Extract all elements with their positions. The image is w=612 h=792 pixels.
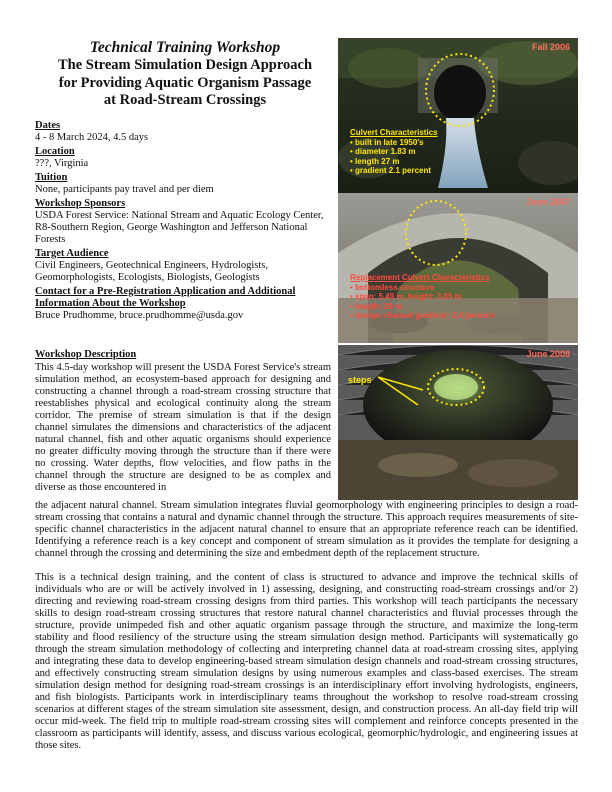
photo2-caption-item: • bottomless structure [350,282,435,292]
tuition-heading: Tuition [35,171,68,183]
photo3-date: June 2008 [526,349,570,359]
sponsors-heading: Workshop Sponsors [35,197,126,209]
photo2-caption-item: • span: 5.49 m, height: 3.05 m [350,292,462,301]
culvert-interior-image [338,345,578,500]
audience-body: Civil Engineers, Geotechnical Engineers, Hydrologists, Geomorphologists, Ecologists, Biologists, Geologists [35,259,268,283]
main-title-line-3: at Road-Stream Crossings [103,92,267,108]
photo-replacement-culvert [338,193,578,343]
location-body: ???, Virginia [35,157,89,169]
photo2-caption [350,273,494,321]
description-paragraph-2: This is a technical design training, and the content of class is structured to advance and improve the technical skills of individuals who are or will be actively involved in 1) assessing, designing, and constructing road-stream crossings and/or 2) directing and reviewing road-stream crossing designs from third parties. This workshop will teach participants the necessary skills to design road-stream crossing structures that restore natural channel characteristics and fluvial processes through the structure, provide unimpeded fish and other aquatic organism passage through the structure, and maximize the long-term stability and flood resiliency of the structure using the stream simulation design method. Participants will systematically go through the stream simulation methodology of collecting and interpreting channel data at road-stream crossing sites, applying and integrating these data to develop engineering-based stream simulation design channels and road-stream crossing structures, and effectively constructing stream simulation designs by using numerous examples and class-based exercises. The stream simulation design method for designing road-stream crossings is an interdisciplinary effort involving hydrologists, engineers, and fish biologists. Participants work in interdisciplinary teams throughout the workshop to resolve road-stream crossing scenarios at different stages of the stream simulation site assessment, design, and construction process. An all-day field trip will occur mid-week. The field trip to multiple road-stream crossing sites will complement and reinforce concepts presented in the classroom as participants will identify, assess, and discuss various ecological, geomorphic/hydrologic, and engineering issues at those sites. [35,572,578,751]
dates-heading: Dates [35,119,61,131]
description-heading: Workshop Description [35,349,137,360]
workshop-title: Technical Training Workshop [89,39,281,56]
dates-body: 4 - 8 March 2024, 4.5 days [35,131,149,143]
photo1-date: Fall 2006 [531,42,570,52]
main-title-line-1: The Stream Simulation Design Approach [57,57,313,73]
photo1-caption-item: • built in late 1950's [350,137,424,147]
photo2-date: June 2007 [526,197,570,207]
location-heading: Location [35,145,75,157]
photo1-caption-title: Culvert Characteristics [350,128,438,137]
title-block [35,38,335,110]
photo1-caption-item: • diameter 1.83 m [350,147,416,156]
sponsors-body: USDA Forest Service: National Stream and Aquatic Ecology Center, R8-Southern Region, George Washington and Jefferson National Forests [35,209,324,245]
photo2-caption-title: Replacement Culvert Characteristics [350,273,490,282]
photo3-steps-label: steps [348,375,372,385]
photo1-caption-item: • length 27 m [350,156,400,166]
contact-body: Bruce Prudhomme, bruce.prudhomme@usda.gov [35,309,244,321]
tuition-body: None, participants pay travel and per diem [35,183,214,195]
photo1-caption [350,128,438,176]
description-paragraph-1-part-2: the adjacent natural channel. Stream simulation integrates fluvial geomorphology with engineering principles to design a road-stream crossing that contains a natural and dynamic channel through the structure. This approach requires measurements of site-specific channel characteristics in the adjacent natural channel to ensure that an appropriate reference reach can be identified. Identifying a reference reach is a key concept and component of stream simulation as it provides the template for designing a channel through the crossing and determining the size and embedment depth of the replacement structure. [35,500,578,559]
main-title-line-2: for Providing Aquatic Organism Passage [58,74,312,91]
contact-heading: Contact for a Pre-Registration Application and Additional Information About the Workshop [35,285,296,309]
photo-column [338,38,578,500]
replacement-culvert-image [338,193,578,343]
photo1-caption-item: • gradient 2.1 percent [350,166,432,175]
photo2-caption-item: • length: 29 m [350,301,403,311]
audience-heading: Target Audience [35,247,109,259]
photo-culvert-interior [338,345,578,500]
description-paragraph-1-part-1: This 4.5-day workshop will present the USDA Forest Service's stream simulation method, an ecosystem-based approach for designing and constructing a channel through a road-stream crossing structure that reestablishes physical and ecological continuity along the stream corridor. The premise of stream simulation is that if the design channel simulates the dimensions and characteristics of the adjacent natural channel, fish and other aquatic organisms should experience no greater difficulty moving through the structure than if there were no crossing. Water depths, flow velocities, and flow paths in the channel through the structure are designed to be as complex and diverse as those encountered in [35,362,331,493]
photo-old-culvert [338,38,578,193]
photo2-caption-item: • design channel gradient: 2.4 percent [350,311,495,320]
info-column [35,38,335,322]
